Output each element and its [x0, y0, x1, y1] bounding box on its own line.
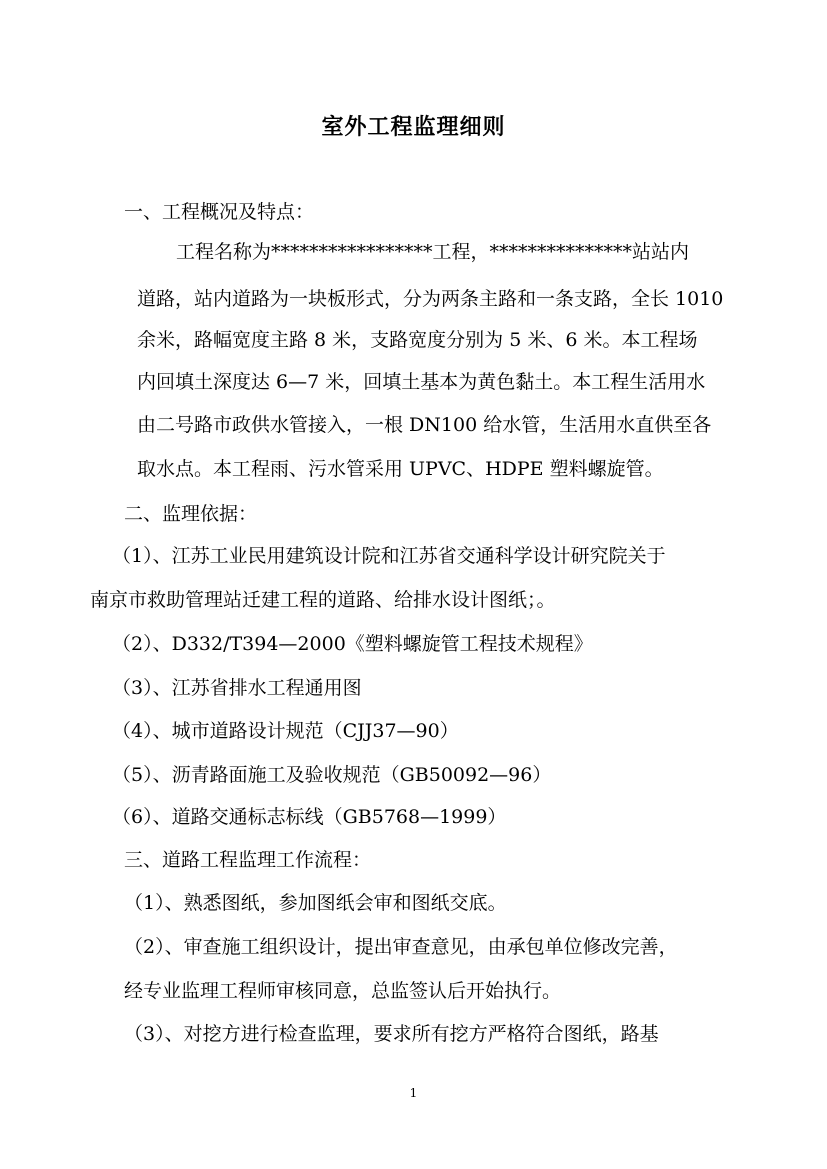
- paragraph-line: 道路，站内道路为一块板形式，分为两条主路和一条支路，全长 1010: [137, 288, 724, 310]
- paragraph-line: 由二号路市政供水管接入，一根 DN100 给水管，生活用水直供至各: [137, 414, 712, 436]
- paragraph-line: 取水点。本工程雨、污水管采用 UPVC、HDPE 塑料螺旋管。: [137, 458, 664, 480]
- page-number: 1: [409, 1086, 418, 1100]
- list-item: （2）、审查施工组织设计，提出审查意见，由承包单位修改完善，: [124, 936, 678, 958]
- list-item: （3）、对挖方进行检查监理，要求所有挖方严格符合图纸，路基: [124, 1023, 659, 1045]
- list-item-continuation: 南京市救助管理站迁建工程的道路、给排水设计图纸；。: [90, 589, 556, 611]
- list-item: （2）、D332/T394—2000《塑料螺旋管工程技术规程》: [112, 633, 593, 655]
- list-item: （1）、熟悉图纸，参加图纸会审和图纸交底。: [124, 892, 507, 914]
- paragraph-line: 余米，路幅宽度主路 8 米，支路宽度分别为 5 米、6 米。本工程场: [137, 329, 698, 351]
- list-item-continuation: 经专业监理工程师审核同意，总监签认后开始执行。: [124, 980, 562, 1002]
- list-item: （1）、江苏工业民用建筑设计院和江苏省交通科学设计研究院关于: [112, 545, 666, 567]
- section-heading-2: 二、监理依据：: [124, 503, 258, 525]
- paragraph-line: 工程名称为*****************工程，***************站站内: [176, 241, 690, 263]
- list-item: （4）、城市道路设计规范（CJJ37—90）: [112, 720, 459, 742]
- document-title: 室外工程监理细则: [321, 114, 506, 140]
- list-item: （5）、沥青路面施工及验收规范（GB50092—96）: [112, 764, 552, 786]
- section-heading-3: 三、道路工程监理工作流程：: [124, 849, 372, 871]
- list-item: （3）、江苏省排水工程通用图: [112, 677, 362, 699]
- section-heading-1: 一、工程概况及特点：: [124, 201, 315, 223]
- list-item: （6）、道路交通标志标线（GB5768—1999）: [112, 806, 507, 828]
- paragraph-line: 内回填土深度达 6—7 米，回填土基本为黄色黏土。本工程生活用水: [137, 371, 706, 393]
